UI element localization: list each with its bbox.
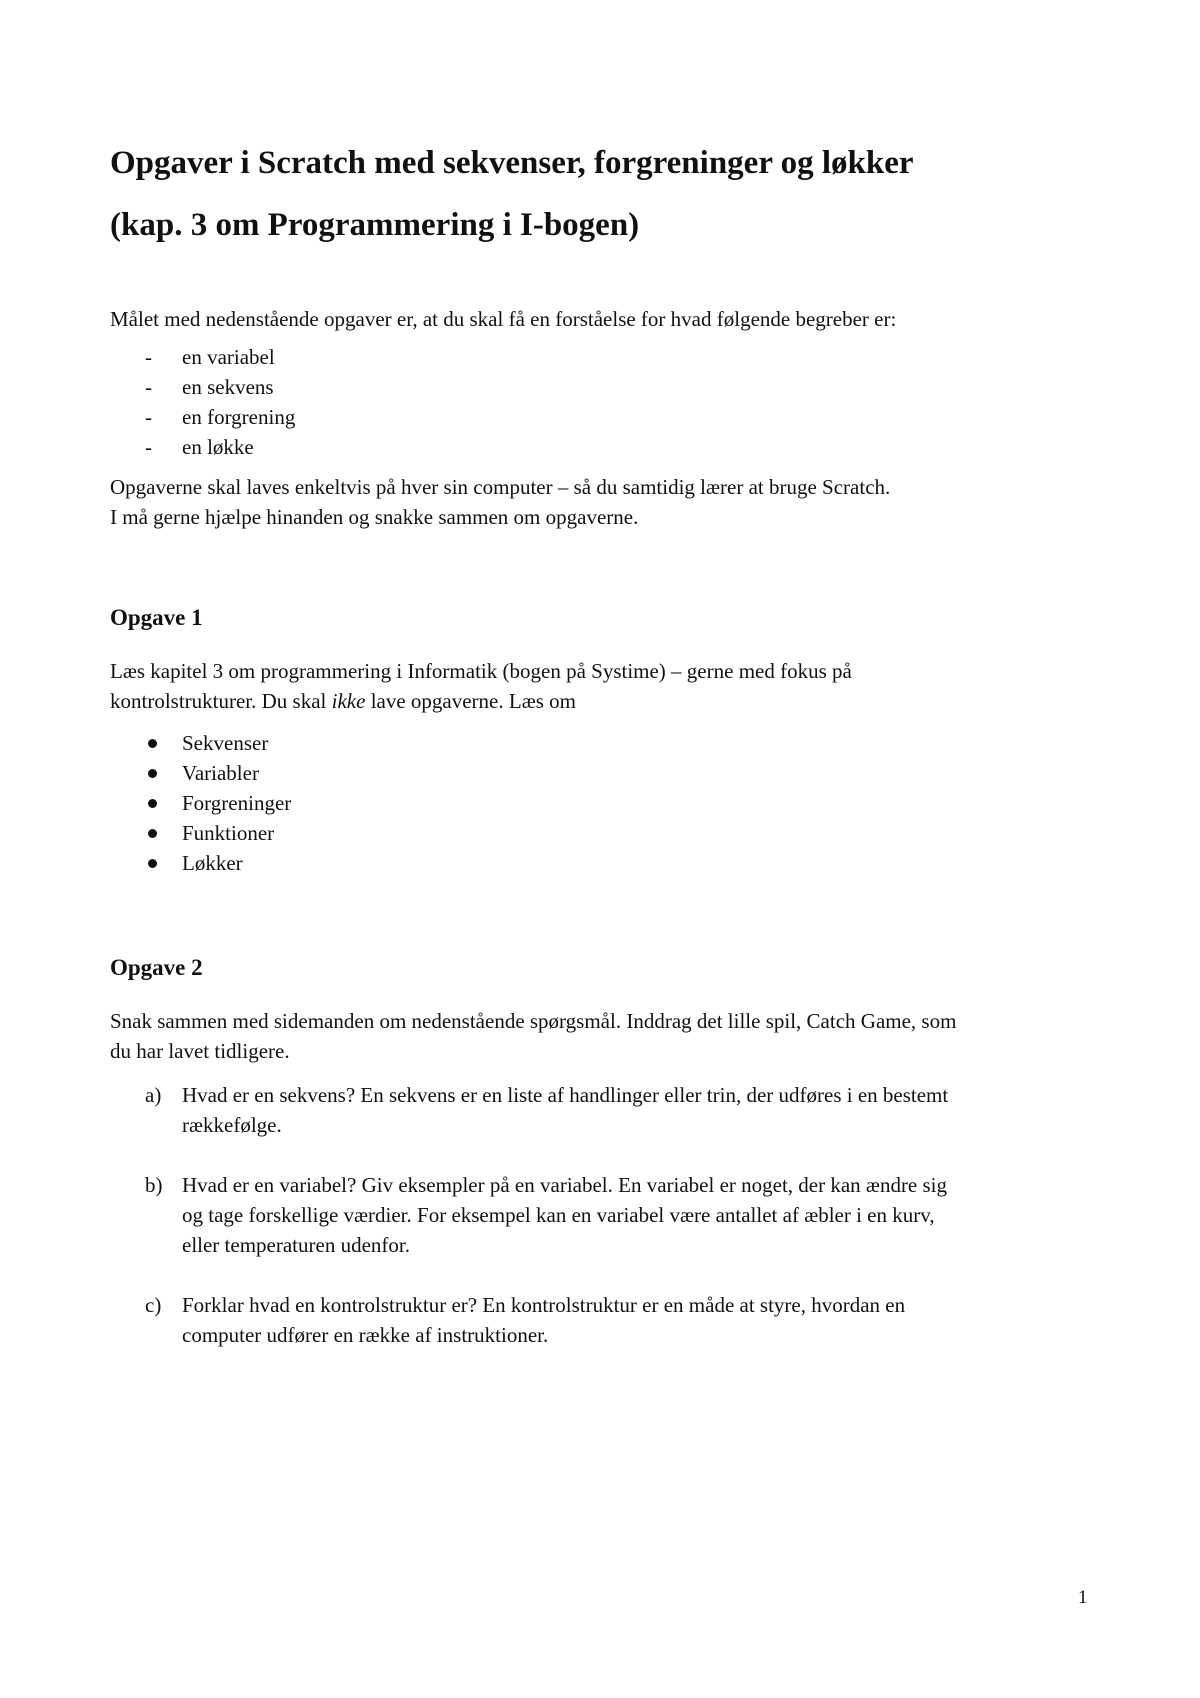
topic-item — [110, 818, 1110, 848]
task1-text-part: kontrolstrukturer. Du skal — [110, 689, 332, 713]
question-line: Hvad er en variabel? Giv eksempler på en variabel. En variabel er noget, der kan ændre sig — [182, 1173, 948, 1197]
topic-item — [110, 848, 1110, 878]
bullet-icon — [148, 859, 157, 868]
task1-heading: Opgave 1 — [110, 605, 203, 630]
concept-item — [110, 432, 1110, 462]
topic-label: Løkker — [182, 851, 243, 875]
question-line: rækkefølge. — [182, 1113, 282, 1137]
page-content — [110, 132, 1110, 1380]
topic-label: Sekvenser — [182, 731, 269, 755]
question-line: og tage forskellige værdier. For eksempel kan en variabel være antallet af æbler i en kurv, — [182, 1203, 935, 1227]
task1-emphasis: ikke — [331, 689, 366, 713]
topic-label: Forgreninger — [182, 791, 292, 815]
note-line: I må gerne hjælpe hinanden og snakke sammen om opgaverne. — [110, 505, 639, 529]
dash-marker: - — [145, 435, 152, 459]
topic-item — [110, 788, 1110, 818]
intro-paragraph: Målet med nedenstående opgaver er, at du skal få en forståelse for hvad følgende begreber er: — [110, 307, 897, 331]
question-item-c — [110, 1290, 1110, 1350]
concept-label: en forgrening — [182, 405, 296, 429]
dash-marker: - — [145, 375, 152, 399]
concept-list — [110, 342, 1110, 462]
topic-list — [110, 728, 1110, 878]
topic-item — [110, 758, 1110, 788]
task2-text-line: du har lavet tidligere. — [110, 1039, 290, 1063]
task1-text-line: Læs kapitel 3 om programmering i Informatik (bogen på Systime) – gerne med fokus på — [110, 659, 852, 683]
document-title — [110, 132, 1110, 256]
note-line: Opgaverne skal laves enkeltvis på hver sin computer – så du samtidig lærer at bruge Scratch. — [110, 475, 891, 499]
task2-text — [110, 1006, 1110, 1066]
question-line: Forklar hvad en kontrolstruktur er? En kontrolstruktur er en måde at styre, hvordan en — [182, 1293, 906, 1317]
question-letter: c) — [145, 1293, 162, 1317]
question-letter: a) — [145, 1083, 162, 1107]
question-line: computer udfører en række af instruktioner. — [182, 1323, 549, 1347]
question-letter: b) — [145, 1173, 163, 1197]
question-line: eller temperaturen udenfor. — [182, 1233, 410, 1257]
question-item-a — [110, 1080, 1110, 1140]
question-list — [110, 1080, 1110, 1350]
task1-text-part: lave opgaverne. Læs om — [365, 689, 576, 713]
concept-label: en løkke — [182, 435, 254, 459]
question-line: Hvad er en sekvens? En sekvens er en liste af handlinger eller trin, der udføres i en bestemt — [182, 1083, 949, 1107]
topic-item — [110, 728, 1110, 758]
bullet-icon — [148, 739, 157, 748]
question-item-b — [110, 1170, 1110, 1260]
bullet-icon — [148, 769, 157, 778]
concept-item — [110, 402, 1110, 432]
concept-item — [110, 342, 1110, 372]
title-line: Opgaver i Scratch med sekvenser, forgreninger og løkker — [110, 145, 914, 181]
concept-label: en sekvens — [182, 375, 274, 399]
topic-label: Funktioner — [182, 821, 275, 845]
title-line: (kap. 3 om Programmering i I-bogen) — [110, 207, 640, 243]
instructions-note — [110, 472, 1110, 532]
bullet-icon — [148, 799, 157, 808]
dash-marker: - — [145, 405, 152, 429]
bullet-icon — [148, 829, 157, 838]
page-number: 1 — [1078, 1587, 1088, 1608]
task2-heading: Opgave 2 — [110, 955, 203, 980]
task2-text-line: Snak sammen med sidemanden om nedenstående spørgsmål. Inddrag det lille spil, Catch Game, som — [110, 1009, 957, 1033]
concept-label: en variabel — [182, 345, 275, 369]
concept-item — [110, 372, 1110, 402]
task1-text — [110, 656, 1110, 716]
topic-label: Variabler — [182, 761, 259, 785]
dash-marker: - — [145, 345, 152, 369]
